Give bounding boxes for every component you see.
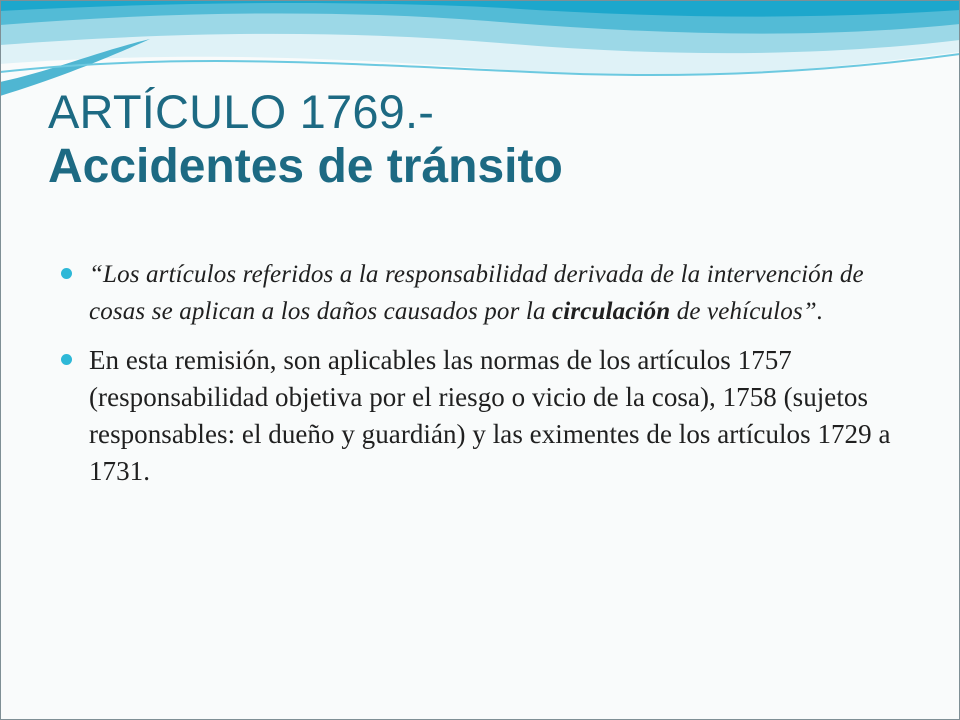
quote-emphasis: circulación: [552, 298, 671, 325]
article-subject-title: Accidentes de tránsito: [48, 140, 563, 194]
content-bullets: [61, 256, 921, 502]
article-number-title: ARTÍCULO 1769.-: [48, 85, 435, 138]
application-note-bullet: [61, 342, 921, 490]
quoted-article-bullet: [61, 256, 921, 330]
bullet-dot-icon: [61, 268, 72, 279]
bullet-dot-icon: [61, 354, 72, 365]
quote-text-after: de vehículos”.: [670, 298, 824, 325]
quote-text-before: “Los artículos referidos a la responsabilidad derivada de la intervención de cosas se aplican a los daños causados por la: [89, 261, 864, 325]
application-note-text: En esta remisión, son aplicables las normas de los artículos 1757 (responsabilidad objetiva por el riesgo o vicio de la cosa), 1758 (sujetos responsables: el dueño y guardián) y las eximentes de los artículos 1729 a 1731.: [89, 345, 891, 486]
slide-title: [48, 84, 908, 196]
